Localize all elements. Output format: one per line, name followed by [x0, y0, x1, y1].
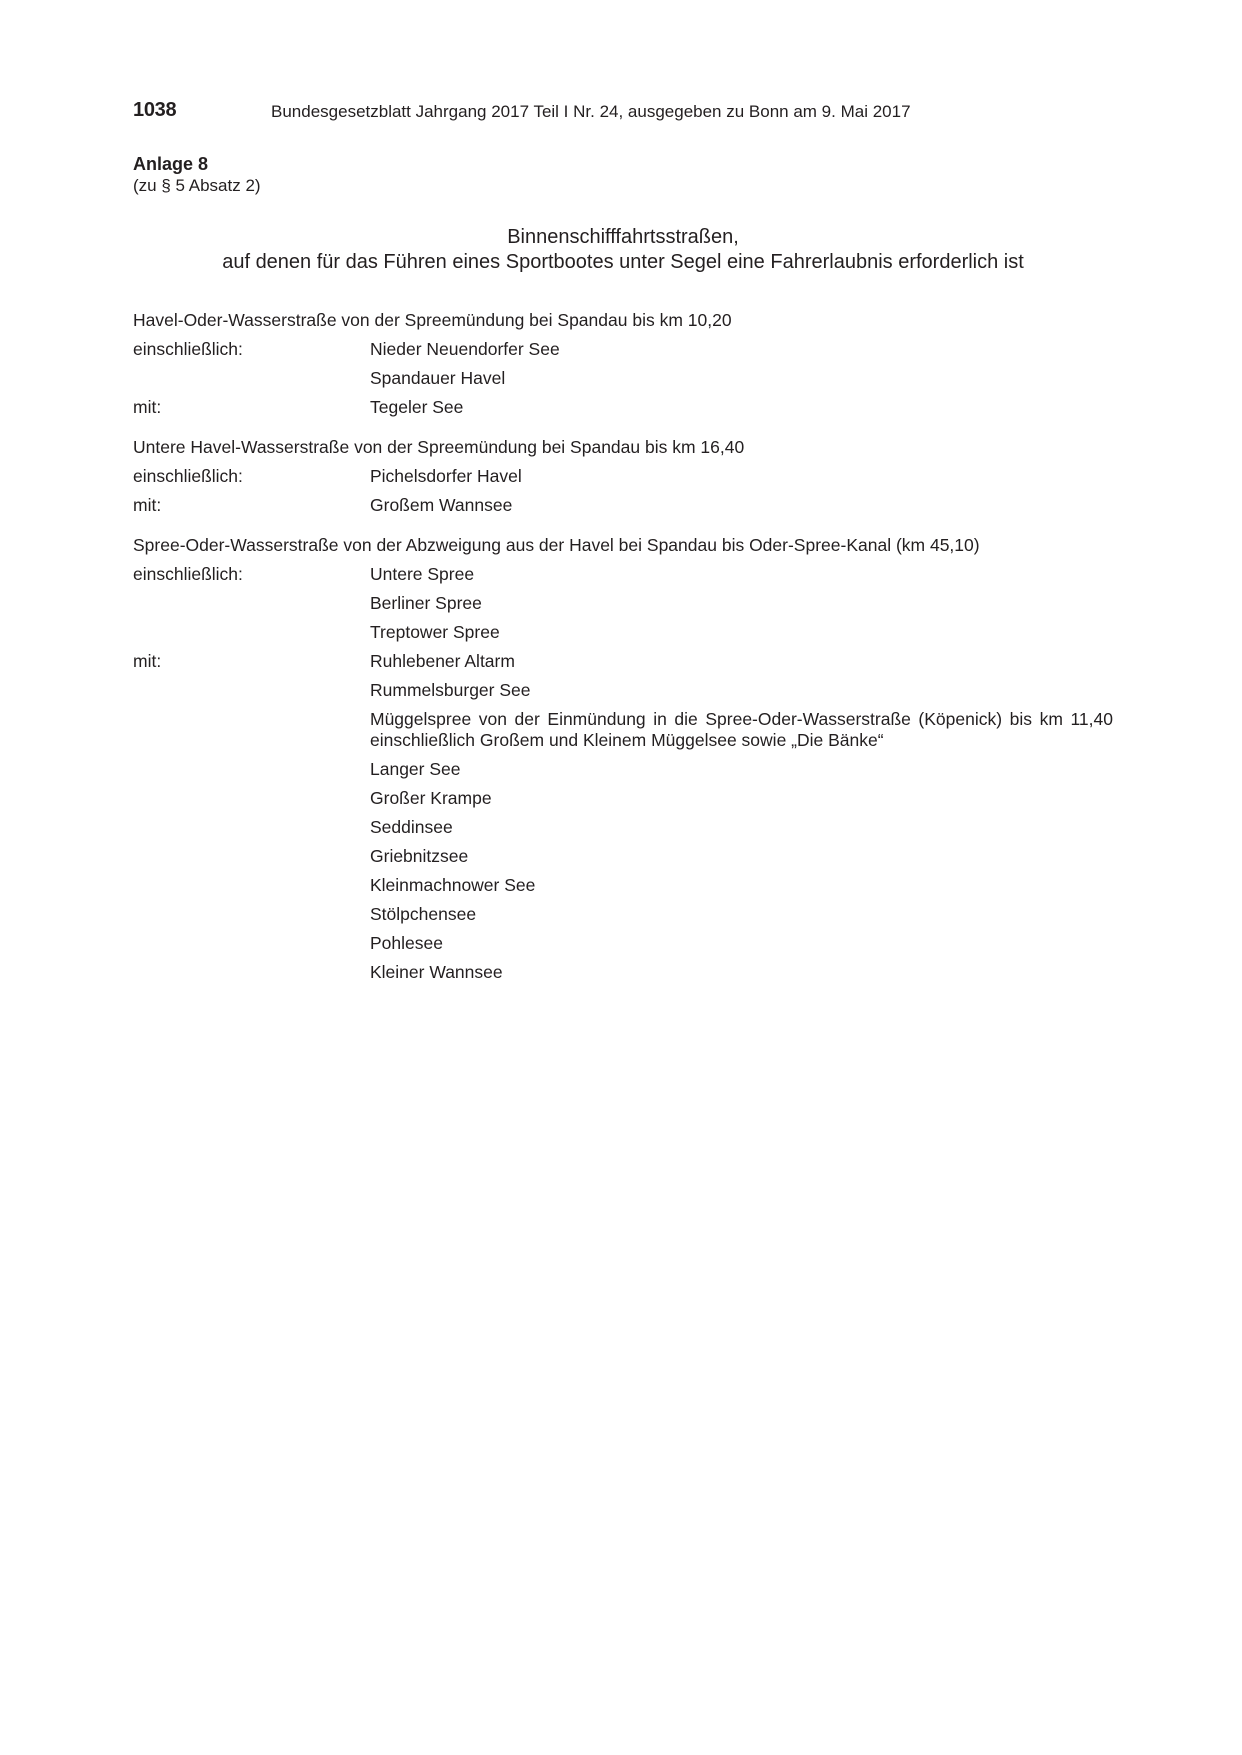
- row-label: [133, 705, 370, 755]
- document-title-line-2: auf denen für das Führen eines Sportbootes unter Segel eine Fahrerlaubnis erforderlich ist: [222, 251, 1024, 273]
- list-item: [133, 784, 1113, 813]
- list-item: [133, 676, 1113, 705]
- list-item: [133, 755, 1113, 784]
- section-heading: Havel-Oder-Wasserstraße von der Spreemündung bei Spandau bis km 10,20: [133, 310, 732, 330]
- waterway-section: [133, 306, 1113, 422]
- row-label: [133, 842, 370, 871]
- list-item: [133, 705, 1113, 755]
- row-value: Untere Spree: [370, 564, 475, 584]
- row-value: Seddinsee: [370, 817, 453, 837]
- row-value: Berliner Spree: [370, 593, 482, 613]
- running-header: [133, 99, 1113, 125]
- row-label: mit:: [133, 651, 162, 671]
- section-heading: Spree-Oder-Wasserstraße von der Abzweigung aus der Havel bei Spandau bis Oder-Spree-Kanal (km 45,10): [133, 535, 980, 555]
- row-value: Tegeler See: [370, 397, 464, 417]
- section-heading: Untere Havel-Wasserstraße von der Spreemündung bei Spandau bis km 16,40: [133, 437, 745, 457]
- row-value: Nieder Neuendorfer See: [370, 339, 560, 359]
- journal-line: Bundesgesetzblatt Jahrgang 2017 Teil I Nr. 24, ausgegeben zu Bonn am 9. Mai 2017: [271, 102, 911, 121]
- list-item: [133, 929, 1113, 958]
- list-item: [133, 900, 1113, 929]
- list-item: [133, 647, 1113, 676]
- waterway-sections: [133, 306, 1113, 998]
- row-value: Großem Wannsee: [370, 495, 513, 515]
- row-label: [133, 900, 370, 929]
- row-value: Pichelsdorfer Havel: [370, 466, 522, 486]
- row-value: Spandauer Havel: [370, 368, 506, 388]
- row-label: [133, 618, 370, 647]
- list-item: [133, 618, 1113, 647]
- list-item: [133, 813, 1113, 842]
- annex-reference: (zu § 5 Absatz 2): [133, 176, 261, 195]
- document-title: [133, 225, 1113, 275]
- list-item: [133, 491, 1113, 520]
- row-label: einschließlich:: [133, 564, 243, 584]
- row-label: [133, 813, 370, 842]
- row-label: [133, 871, 370, 900]
- row-label: mit:: [133, 397, 162, 417]
- row-label: [133, 929, 370, 958]
- row-value: Müggelspree von der Einmündung in die Spree-Oder-Wasserstraße (Köpenick) bis km 11,40 einschließlich Großem und Kleinem Müggelsee sowie „Die Bänke“: [370, 709, 1113, 750]
- waterway-section: [133, 433, 1113, 520]
- list-item: [133, 589, 1113, 618]
- row-label: [133, 958, 370, 987]
- row-value: Langer See: [370, 759, 461, 779]
- list-item: [133, 958, 1113, 987]
- row-value: Griebnitzsee: [370, 846, 469, 866]
- row-label: [133, 589, 370, 618]
- row-label: einschließlich:: [133, 339, 243, 359]
- document-title-line-1: Binnenschifffahrtsstraßen,: [507, 226, 739, 248]
- list-item: [133, 560, 1113, 589]
- row-label: [133, 784, 370, 813]
- row-label: einschließlich:: [133, 466, 243, 486]
- row-value: Rummelsburger See: [370, 680, 531, 700]
- row-value: Stölpchensee: [370, 904, 477, 924]
- row-label: mit:: [133, 495, 162, 515]
- annex-title: Anlage 8: [133, 154, 209, 174]
- row-label: [133, 676, 370, 705]
- row-label: [133, 755, 370, 784]
- page-number: 1038: [133, 99, 177, 121]
- list-item: [133, 842, 1113, 871]
- list-item: [133, 335, 1113, 364]
- annex-block: [133, 153, 261, 197]
- row-value: Kleiner Wannsee: [370, 962, 503, 982]
- row-label: [133, 364, 370, 393]
- list-item: [133, 393, 1113, 422]
- list-item: [133, 871, 1113, 900]
- waterway-section: [133, 531, 1113, 987]
- row-value: Pohlesee: [370, 933, 443, 953]
- list-item: [133, 364, 1113, 393]
- row-value: Großer Krampe: [370, 788, 492, 808]
- row-value: Kleinmachnower See: [370, 875, 536, 895]
- row-value: Treptower Spree: [370, 622, 500, 642]
- row-value: Ruhlebener Altarm: [370, 651, 515, 671]
- list-item: [133, 462, 1113, 491]
